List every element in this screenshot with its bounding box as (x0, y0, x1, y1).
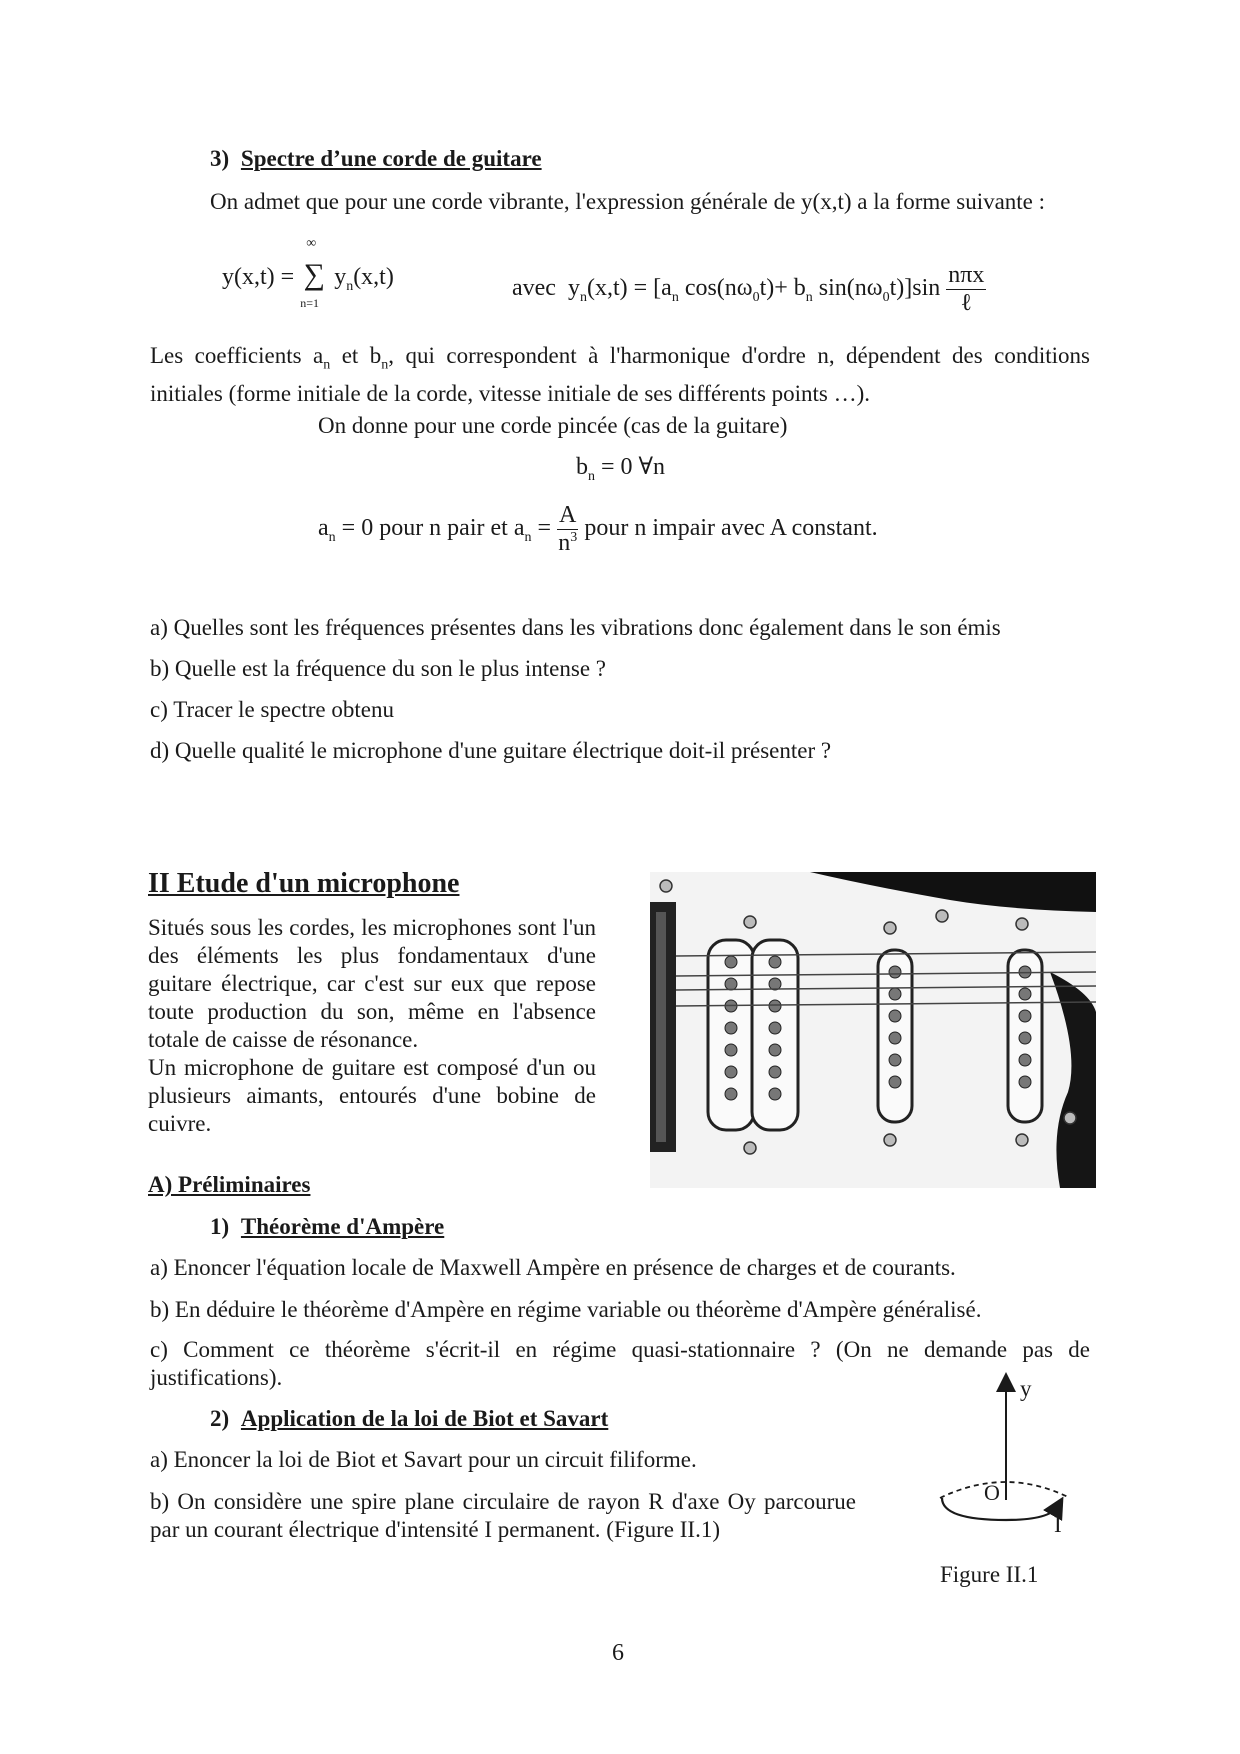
yn-lhs-sub: n (579, 289, 587, 305)
an-frac-den-n: n (558, 530, 571, 556)
figure-caption: Figure II.1 (940, 1562, 1039, 1587)
sigma-symbol: ∑ (303, 258, 325, 291)
sin-part: sin(nω (812, 275, 883, 302)
fraction-npix-l (946, 262, 986, 317)
origin-label: O (984, 1480, 1000, 1505)
section-heading (210, 146, 542, 172)
question-d: d) Quelle qualité le microphone d'une guitare électrique doit-il présenter ? (150, 738, 832, 763)
eq-term-sub: n (346, 278, 354, 294)
sub2-item-a: a) Enoncer la loi de Biot et Savart pour un circuit filiforme. (150, 1447, 697, 1472)
current-label: I (1054, 1512, 1062, 1537)
sub2-heading (210, 1406, 608, 1432)
sub2-number: 2) (210, 1406, 230, 1431)
omega-sub: 0 (752, 289, 760, 305)
frac-denominator: ℓ (960, 290, 973, 316)
equation-yn (512, 262, 986, 317)
an1-letter: a (318, 515, 329, 542)
omega2-sub: 0 (882, 289, 890, 305)
guitar-pickups-photo (650, 872, 1096, 1188)
equation-y-sum (222, 236, 394, 328)
coefficients-paragraph (150, 342, 1090, 408)
avec-word: avec (512, 275, 556, 302)
sub1-item-b: b) En déduire le théorème d'Ampère en régime variable ou théorème d'Ampère généralisé. (150, 1297, 982, 1322)
microphone-paragraph (148, 914, 596, 1138)
section-number: 3) (210, 146, 230, 171)
microphone-paragraph-1: Situés sous les cordes, les microphones sont l'un des éléments les plus fondamentaux d'une guitare électrique, car c'est sur eux que repose toute production du son, même en l'absence totale de caisse de résonance. (148, 915, 596, 1052)
coeff-sub-b: n (381, 357, 389, 373)
yn-lhs: y (567, 275, 580, 302)
axis-label-y: y (1020, 1376, 1032, 1401)
sub2-item-b: b) On considère une spire plane circulaire de rayon R d'axe Oy parcourue par un courant électrique d'intensité I permanent. (Figure II.1) (150, 1489, 856, 1542)
eq-lhs: y(x,t) = (222, 264, 295, 290)
question-c: c) Tracer le spectre obtenu (150, 697, 394, 722)
an-sub: n (671, 289, 679, 305)
sigma-sub: n=1 (300, 296, 319, 310)
an-frac-den (557, 530, 578, 557)
an-frac-num: A (559, 502, 577, 528)
coeff-text-3: , qui correspondent à l'harmonique d'ordre n, dépendent des conditions initiales (forme initiale de la corde, vitesse initiale de ses différents points …). (150, 343, 1090, 406)
end-part: t)]sin (889, 275, 941, 302)
loop-front (942, 1498, 1058, 1520)
cos-part: cos(nω (678, 275, 753, 302)
coeff-text-2: et b (330, 343, 382, 368)
an2-eq: = (531, 515, 552, 542)
an2-sub: n (524, 529, 532, 545)
bn-rest: = 0 ∀n (595, 454, 666, 480)
figure-spire (930, 1370, 1070, 1540)
intro-paragraph: On admet que pour une corde vibrante, l'expression générale de y(x,t) a la forme suivante : (210, 189, 1046, 214)
an1-sub: n (328, 529, 336, 545)
yn-args: (x,t) = [a (586, 275, 672, 302)
bn-sub-label: n (588, 468, 595, 484)
question-b: b) Quelle est la fréquence du son le plus intense ? (150, 656, 607, 681)
eq-term: y (334, 264, 347, 290)
given-line: On donne pour une corde pincée (cas de la guitare) (318, 413, 788, 438)
frac-numerator: nπx (948, 262, 985, 288)
bn-letter: b (576, 454, 588, 480)
eq-term-args: (x,t) (353, 264, 394, 290)
coeff-text-1: Les coefficients a (150, 343, 324, 368)
bn-sub: n (805, 289, 813, 305)
an1-rest: = 0 pour n pair et a (335, 515, 525, 542)
an-end: pour n impair avec A constant. (584, 515, 878, 542)
an-frac-den-sup: 3 (570, 530, 578, 545)
an-equation (318, 502, 878, 557)
bn-equation (576, 452, 665, 485)
sub1-item-a: a) Enoncer l'équation locale de Maxwell Ampère en présence de charges et de courants. (150, 1255, 956, 1280)
sub1-heading (210, 1214, 444, 1240)
fraction-a-n3 (557, 502, 578, 557)
part-title: II Etude d'un microphone (148, 868, 460, 899)
sub1-title: Théorème d'Ampère (240, 1214, 445, 1239)
page-number: 6 (612, 1640, 624, 1666)
sub2-title: Application de la loi de Biot et Savart (240, 1406, 609, 1431)
section-title: Spectre d’une corde de guitare (240, 146, 542, 171)
sub1-number: 1) (210, 1214, 230, 1239)
sigma-sup: ∞ (306, 236, 317, 251)
coeff-sub-a: n (323, 357, 331, 373)
microphone-paragraph-2: Un microphone de guitare est composé d'un ou plusieurs aimants, entourés d'une bobine de cuivre. (148, 1055, 596, 1136)
sub1-item-c: c) Comment ce théorème s'écrit-il en régime quasi-stationnaire ? (On ne demande pas de justifications). (150, 1337, 1090, 1390)
question-a: a) Quelles sont les fréquences présentes dans les vibrations donc également dans le son émis (150, 615, 1001, 640)
subsection-preliminaires: A) Préliminaires (148, 1172, 311, 1197)
mid-part: t)+ b (759, 275, 806, 302)
